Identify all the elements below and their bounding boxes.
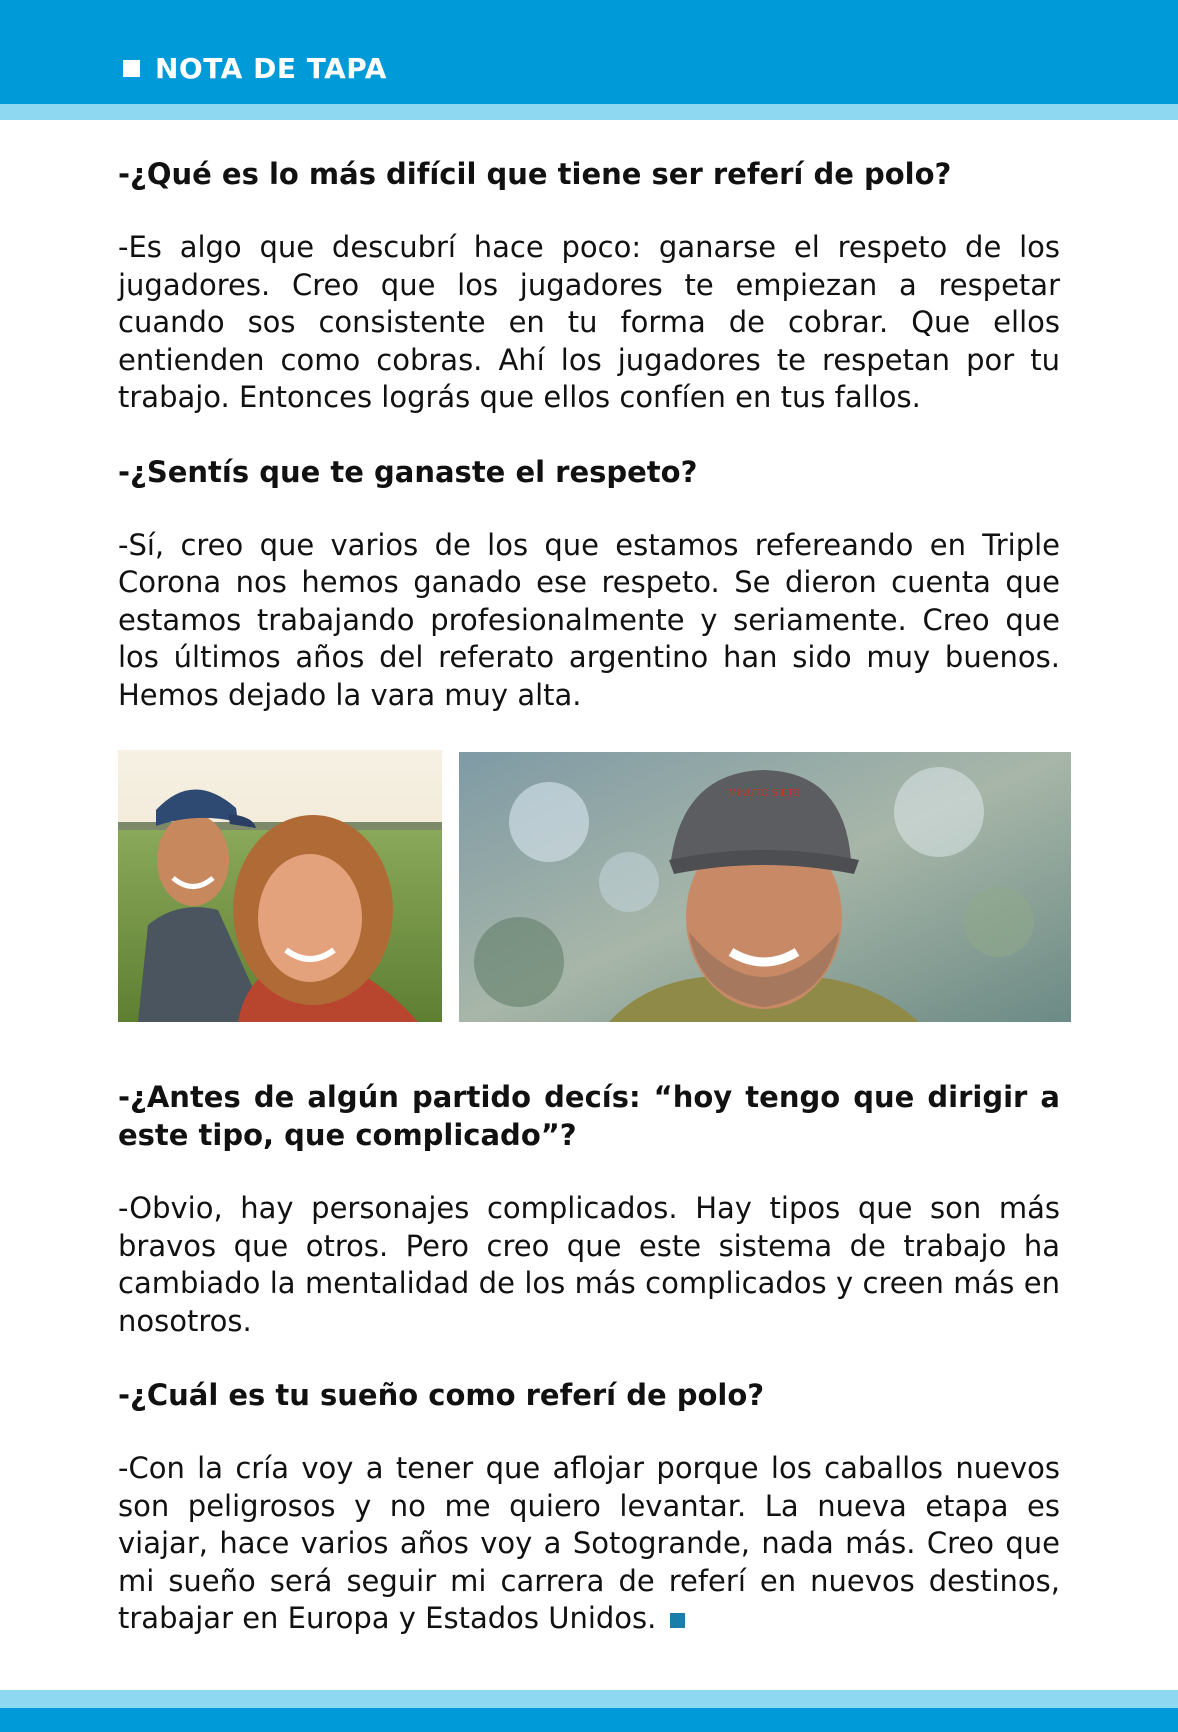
footer-stripe [0, 1690, 1178, 1708]
question-4: -¿Cuál es tu sueño como referí de polo? [118, 1378, 765, 1412]
question-1: -¿Qué es lo más difícil que tiene ser referí de polo? [118, 157, 952, 191]
square-bullet-icon [123, 60, 140, 77]
answer-4 [118, 1450, 1060, 1638]
answer-1: -Es algo que descubrí hace poco: ganarse el respeto de los jugadores. Creo que los jugadores te empiezan a respetar cuando sos consistente en tu forma de cobrar. Que ellos entienden como cobras. Ahí los jugadores te respetan por tu trabajo. Entonces lográs que ellos confíen en tus fallos. [118, 230, 1060, 414]
interview-article [118, 155, 1060, 1674]
couple-selfie-photo [118, 750, 442, 1022]
question-3: -¿Antes de algún partido decís: “hoy tengo que dirigir a este tipo, que complicado”? [118, 1080, 1060, 1152]
referee-portrait-photo [459, 752, 1071, 1022]
footer-band [0, 1708, 1178, 1732]
section-label-text: NOTA DE TAPA [155, 51, 387, 85]
section-label [123, 48, 387, 88]
answer-2: -Sí, creo que varios de los que estamos refereando en Triple Corona nos hemos ganado ese respeto. Se dieron cuenta que estamos trabajando profesionalmente y seriamente. Creo que los últimos años del referato argentino han sido muy buenos. Hemos dejado la vara muy alta. [118, 527, 1060, 712]
question-2: -¿Sentís que te ganaste el respeto? [118, 454, 698, 489]
cap-brand-text: MINUTO SIETE [728, 788, 800, 799]
header-stripe [0, 104, 1178, 120]
end-of-article-square-icon [670, 1613, 685, 1628]
answer-4-text: -Con la cría voy a tener que aflojar porque los caballos nuevos son peligrosos y no me quiero levantar. La nueva etapa es viajar, hace varios años voy a Sotogrande, nada más. Creo que mi sueño será seguir mi carrera de referí en nuevos destinos, trabajar en Europa y Estados Unidos. [118, 1451, 1060, 1635]
answer-3: -Obvio, hay personajes complicados. Hay tipos que son más bravos que otros. Pero creo que este sistema de trabajo ha cambiado la mentalidad de los más complicados y creen más en nosotros. [118, 1191, 1060, 1338]
photo-row [118, 750, 1060, 1022]
